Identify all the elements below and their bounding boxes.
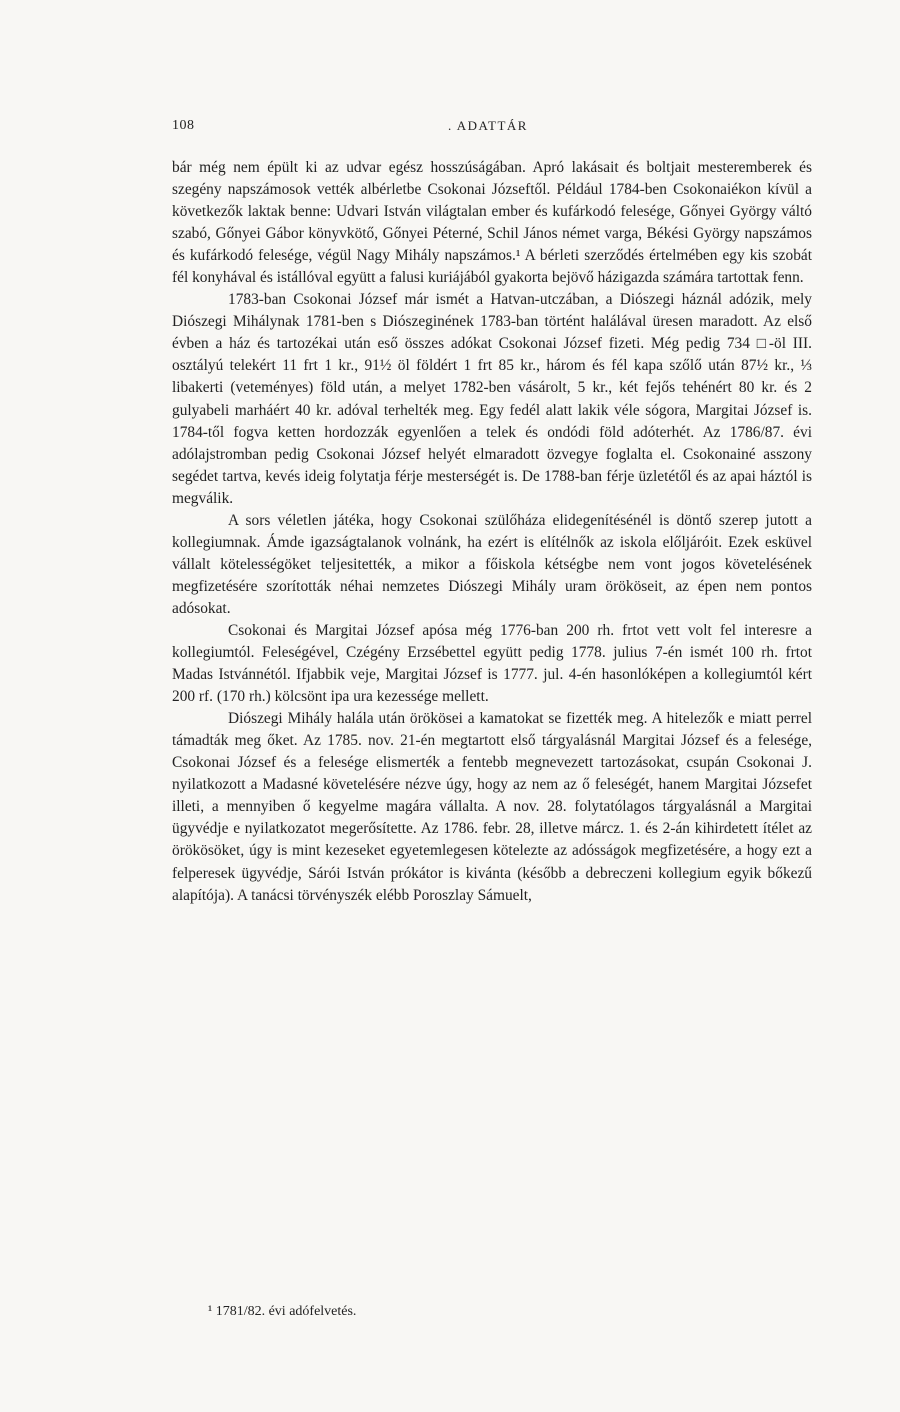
running-head: . ADATTÁR: [448, 118, 528, 133]
paragraph: 1783-ban Csokonai József már ismét a Hatvan-utczában, a Diószegi háznál adózik, mely Diószegi Mihálynak 1781-ben s Diószeginének 1783-ban történt halálával üresen maradott. Az első évben a ház és tartozékai után eső összes adókat Csokonai József fizeti. Még pedig 734 □-öl III. osztályú telekért 11 frt 1 kr., 91½ öl földért 1 frt 85 kr., három és fél kapa szőlő után 87½ kr., ⅓ libakerti (veteményes) föld után, a melyet 1782-ben vásárolt, 5 kr., két fejős tehénért 80 kr. és 2 gulyabeli marháért 40 kr. adóval terhelték meg. Egy fedél alatt lakik véle sógora, Margitai József is. 1784-től fogva ketten hordozzák egyenlően a telek és ondódi föld adóterhét. Az 1786/87. évi adólajstromban pedig Csokonai József helyét elmaradott özvegye foglalta el. Csokonainé asszony segédet tartva, kevés ideig folytatja férje mesterségét is. De 1788-ban férje üzletétől és az apai háztól is megválik.: [172, 291, 812, 507]
body-text: [172, 157, 812, 907]
paragraph: Csokonai és Margitai József apósa még 1776-ban 200 rh. frtot vett volt fel interesre a kollegiumtól. Feleségével, Czégény Erzsébettel együtt pedig 1778. julius 7-én ismét 100 rh. frtot Madas Istvánnétól. Ifjabbik veje, Margitai József is 1777. jul. 4-én hasonlóképen a kollegiumtól kért 200 rf. (170 rh.) kölcsönt ipa ura kezessége mellett.: [172, 621, 812, 706]
paragraph: Diószegi Mihály halála után örökösei a kamatokat se fizették meg. A hitelezők e miatt perrel támadták meg őket. Az 1785. nov. 21-én megtartott első tárgyalásnál Margitai József és a felesége, Csokonai József és a felesége elismerték a fentebb megnevezett tartozásokat, csupán Csokonai J. nyilatkozott a Madasné követelésére nézve úgy, hogy az nem az ő feleségét, hanem Margitai Józsefet illeti, a mennyiben ő kegyelme magára vállalta. A nov. 28. folytatólagos tárgyalásnál a Margitai ügyvédje e nyilatkozatot megerősítette. Az 1786. febr. 28, illetve márcz. 1. és 2-án kihirdetett ítélet az örökösöket, úgy is mint kezeseket egyetemlegesen kötelezte az adósságok megfizetésére, a hogy ezt a felperesek ügyvédje, Sárói István prókátor is kivánta (később a debreczeni kollegium egyik bőkezű alapítója). A tanácsi törvényszék elébb Poroszlay Sámuelt,: [172, 710, 812, 904]
page-number: 108: [172, 118, 195, 133]
page-header: [172, 118, 812, 142]
paragraph: bár még nem épült ki az udvar egész hosszúságában. Apró lakásait és boltjait mesteremberek és szegény napszámosok vették albérletbe Csokonai Józseftől. Például 1784-ben Csokonaiékon kívül a következők laktak benne: Udvari István világtalan ember és kufárkodó felesége, Gőnyei György váltó szabó, Gőnyei Gábor könyvkötő, Gőnyei Péterné, Schil János német varga, Békési György napszámos és kufárkodó felesége, végül Nagy Mihály napszámos.¹ A bérleti szerződés értelmében egy kis szobát fél konyhával és istállóval együtt a falusi kuriájából gyakorta bejövő házigazda számára tartottak fenn.: [172, 159, 812, 287]
paragraph: A sors véletlen játéka, hogy Csokonai szülőháza elidegenítésénél is döntő szerep jutott a kollegiumnak. Ámde igazságtalanok volnánk, ha ezért is elítélnők az iskola előljáróit. Ezek esküvel vállalt kötelességöket teljesitették, a mikor a főiskola kétségbe nem vont jogos követelésének megfizetésére szorították néhai nemzetes Diószegi Mihály uram örököseit, az épen nem pontos adósokat.: [172, 511, 812, 617]
footnote: ¹ 1781/82. évi adófelvetés.: [208, 1304, 357, 1319]
